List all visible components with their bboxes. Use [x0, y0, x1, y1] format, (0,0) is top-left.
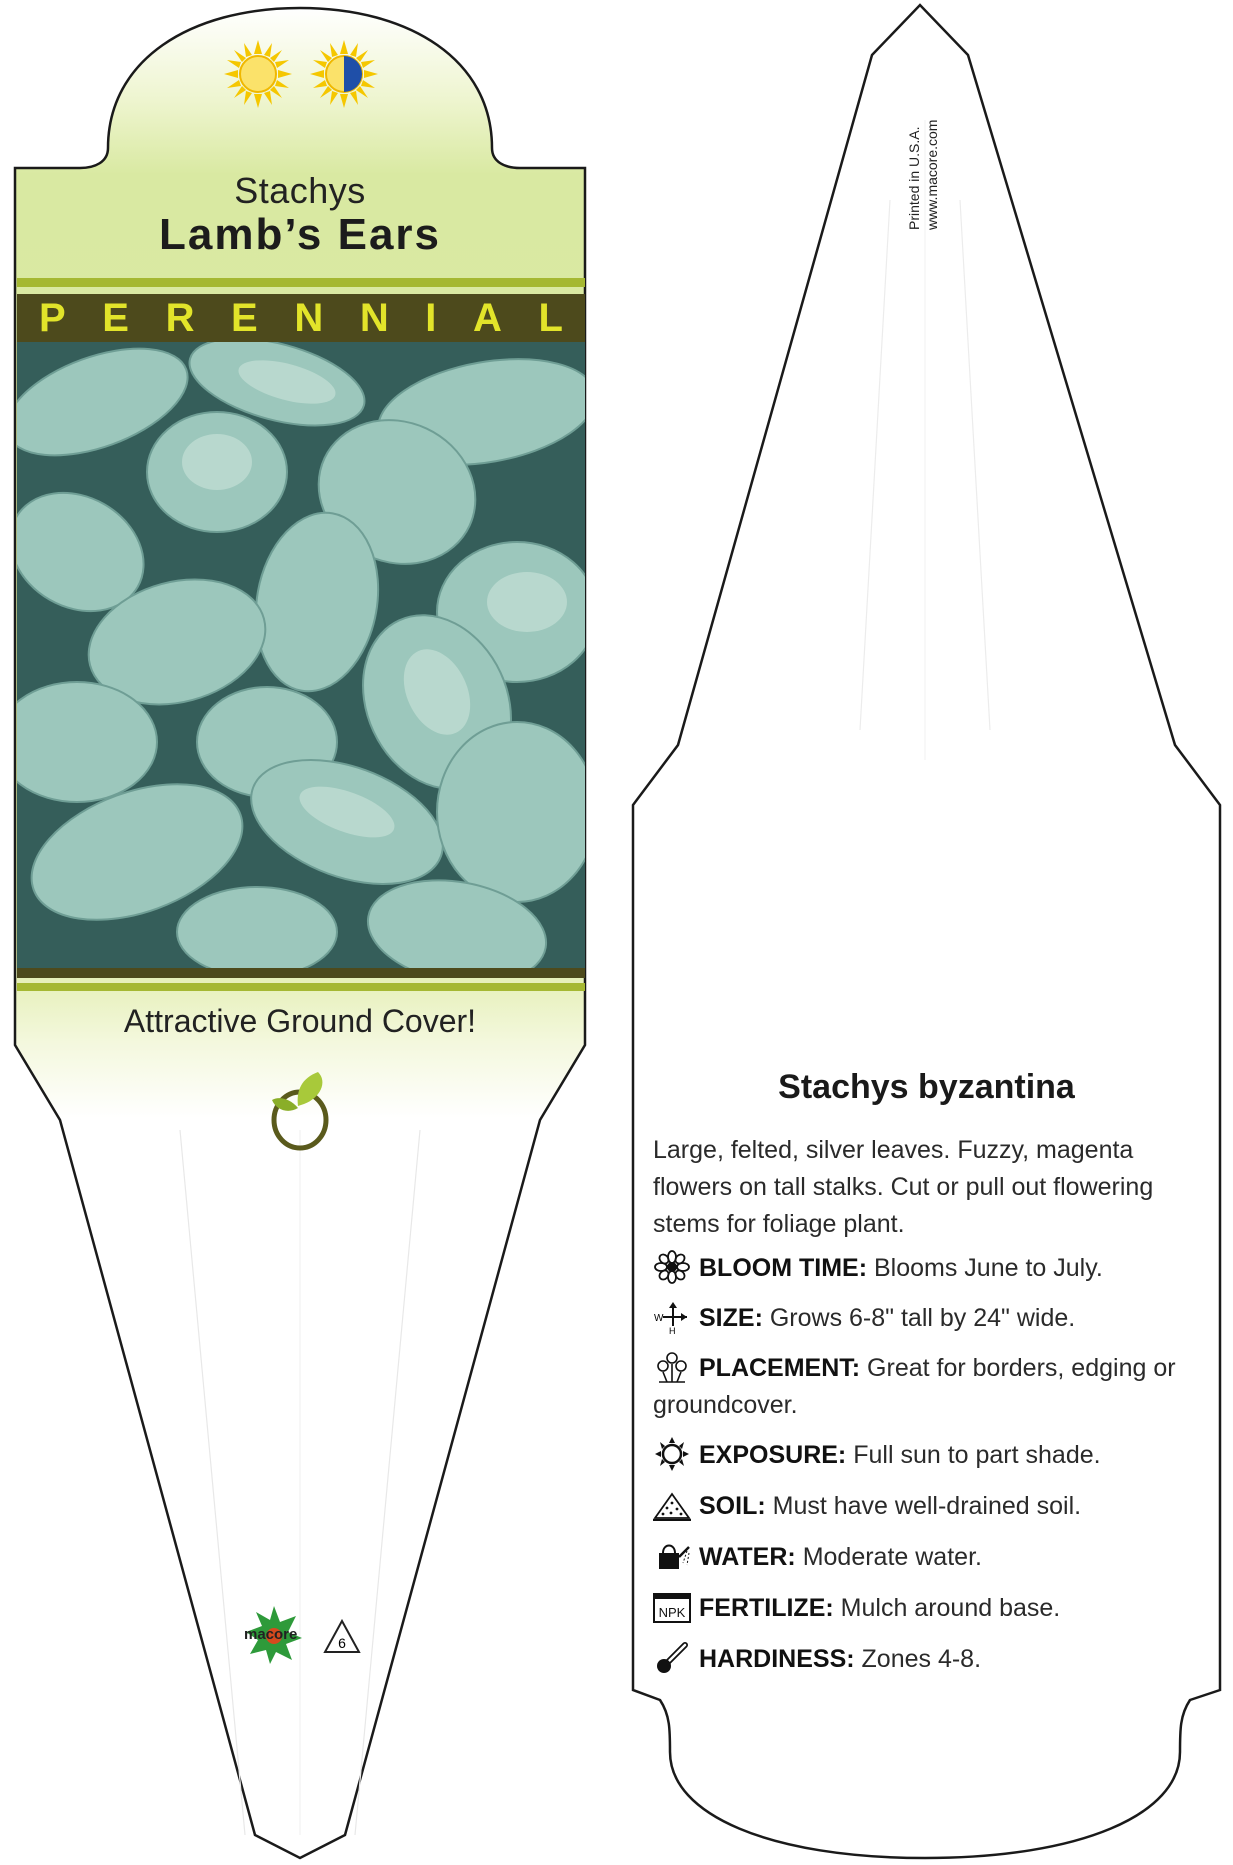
category-letter: P — [39, 295, 66, 340]
size-h-letter: H — [669, 1326, 676, 1334]
size-w-letter: W — [654, 1313, 664, 1324]
attribute-fertilize — [653, 1590, 1198, 1627]
macore-logo — [244, 1604, 364, 1666]
sprout-icon — [268, 1068, 336, 1152]
watering-can-icon — [653, 1539, 691, 1573]
thermometer-icon — [653, 1641, 691, 1675]
attribute-label: BLOOM TIME: — [699, 1254, 868, 1282]
printed-line: Printed in U.S.A. — [906, 126, 922, 230]
front-tag — [0, 0, 600, 1865]
size-icon — [653, 1300, 691, 1334]
tagline: Attractive Ground Cover! — [123, 1003, 477, 1039]
attribute-value: Zones 4-8. — [854, 1645, 982, 1673]
logo-text: macore — [244, 1626, 298, 1643]
common-name: Stachys — [234, 170, 366, 211]
attribute-placement — [653, 1350, 1198, 1424]
category-letter: I — [425, 295, 437, 340]
recycle-icon — [322, 1618, 362, 1658]
website-line: www.macore.com — [924, 119, 940, 230]
attribute-label: WATER: — [699, 1543, 796, 1571]
soil-icon — [653, 1488, 691, 1522]
species-name: Stachys byzantina — [778, 1068, 1075, 1106]
divider-photo-bottom — [17, 968, 585, 978]
attribute-label: FERTILIZE: — [699, 1594, 834, 1622]
attribute-bloom-time — [653, 1250, 1198, 1287]
category-letter: E — [231, 295, 258, 340]
attribute-exposure — [653, 1437, 1198, 1474]
attribute-value: Moderate water. — [795, 1543, 982, 1571]
attribute-hardiness — [653, 1641, 1198, 1678]
divider-top — [17, 278, 585, 287]
attribute-label: PLACEMENT: — [699, 1354, 861, 1382]
attribute-label: HARDINESS: — [699, 1645, 855, 1673]
attribute-label: SIZE: — [699, 1304, 763, 1332]
back-tag — [620, 0, 1233, 1865]
attribute-soil — [653, 1488, 1198, 1525]
category-letter: L — [538, 295, 563, 340]
category-bar — [17, 294, 585, 342]
npk-icon — [653, 1590, 691, 1624]
attribute-value: Full sun to part shade. — [846, 1441, 1101, 1469]
attribute-value: Mulch around base. — [833, 1594, 1061, 1622]
divider-bottom — [17, 983, 585, 991]
back-tag-shape — [620, 0, 1233, 1865]
attribute-label: EXPOSURE: — [699, 1441, 847, 1469]
printed-info — [905, 90, 1025, 250]
recycle-number: 6 — [338, 1635, 346, 1651]
category-letter: N — [359, 295, 389, 340]
attribute-value: Grows 6-8" tall by 24" wide. — [762, 1304, 1076, 1332]
attribute-value: Great for borders, edging or groundcover. — [653, 1354, 1176, 1419]
attribute-value: Blooms June to July. — [867, 1254, 1103, 1282]
attribute-label: SOIL: — [699, 1492, 766, 1520]
plant-photo — [17, 342, 585, 968]
flower-icon — [653, 1250, 691, 1284]
category-letter: E — [102, 295, 129, 340]
full-sun-icon — [222, 38, 294, 110]
part-shade-icon — [308, 38, 380, 110]
category-letter: N — [294, 295, 324, 340]
description: Large, felted, silver leaves. Fuzzy, magenta flowers on tall stalks. Cut or pull out flowering stems for foliage plant. — [653, 1136, 1154, 1238]
category-letter: R — [165, 295, 195, 340]
npk-text: NPK — [658, 1605, 686, 1620]
attribute-size — [653, 1300, 1198, 1337]
placement-icon — [653, 1350, 691, 1384]
plant-name: Lamb’s Ears — [158, 210, 442, 259]
category-letter: A — [473, 295, 502, 340]
sun-outline-icon — [653, 1437, 691, 1471]
attribute-water — [653, 1539, 1198, 1576]
attribute-value: Must have well-drained soil. — [765, 1492, 1082, 1520]
